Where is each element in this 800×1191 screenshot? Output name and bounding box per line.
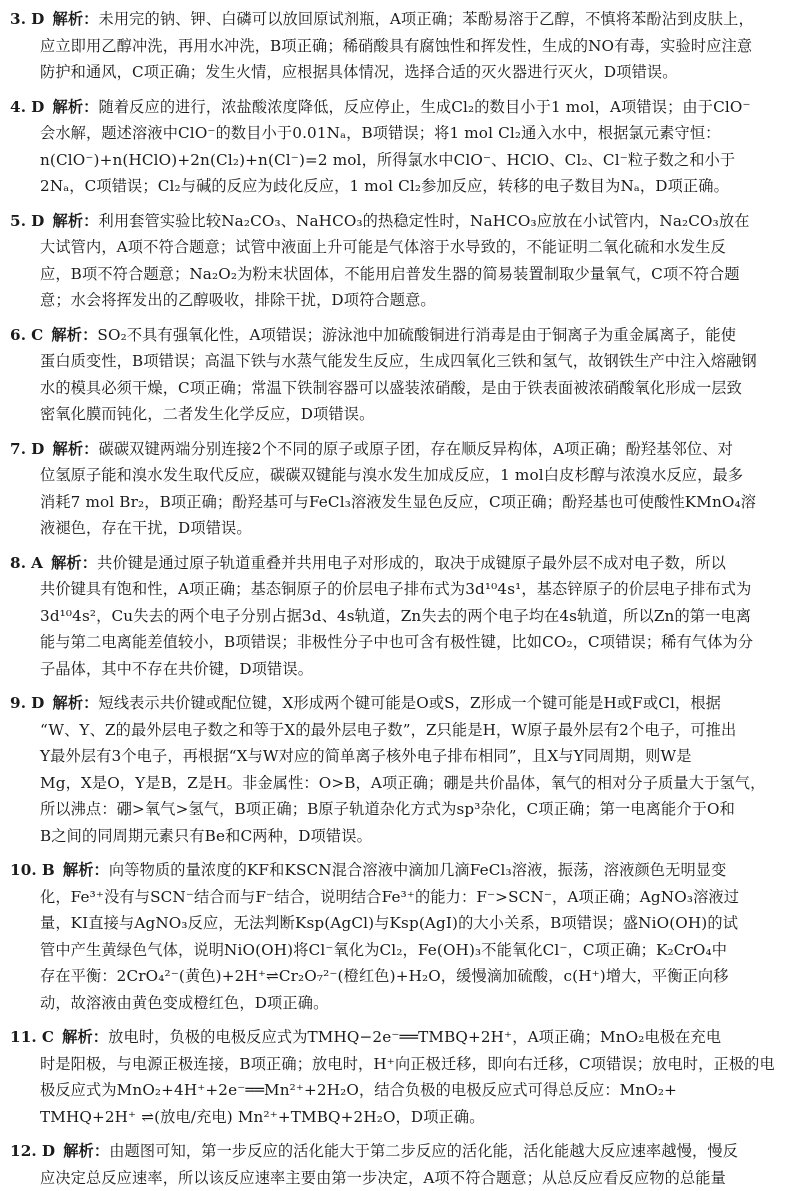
explanation-line: [10, 770, 790, 797]
question-item: [10, 436, 790, 542]
explanation-text: 防护和通风，C项正确；发生火情，应根据具体情况，选择合适的灭火器进行灭火，D项错误。: [40, 63, 678, 81]
question-first-line: [10, 322, 790, 349]
explanation-text: 密氧化膜而钝化，二者发生化学反应，D项错误。: [40, 405, 374, 423]
answer-choice: D: [31, 10, 44, 28]
question-number: 11.: [10, 1028, 37, 1046]
explanation-text: 位氢原子能和溴水发生取代反应，碳碳双键能与溴水发生加成反应，1 mol白皮杉醇与浓溴水反应，最多: [40, 466, 743, 484]
explanation-text: 共价键具有饱和性，A项正确；基态铜原子的价层电子排布式为3d¹⁰4s¹，基态锌原子的价层电子排布式为: [40, 580, 751, 598]
answer-choice: A: [31, 554, 43, 572]
explanation-text: “W、Y、Z的最外层电子数之和等于X的最外层电子数”，Z只能是H，W原子最外层有2个电子，可推出: [40, 721, 736, 739]
question-number: 10.: [10, 861, 37, 879]
explanation-line: [10, 120, 790, 147]
explanation-text: 2Nₐ，C项错误；Cl₂与碱的反应为歧化反应，1 mol Cl₂参加反应，转移的电子数目为Nₐ，D项正确。: [40, 177, 729, 195]
explanation-line: [10, 401, 790, 428]
explanation-line: [10, 823, 790, 850]
question-number: 6.: [10, 326, 26, 344]
explanation-text: 放电时，负极的电极反应式为TMHQ−2e⁻══TMBQ+2H⁺，A项正确；MnO₂电极在充电: [108, 1028, 721, 1046]
question-item: [10, 1024, 790, 1130]
explanation-text: 应立即用乙醇冲洗，再用水冲洗，B项正确；稀硝酸具有腐蚀性和挥发性，生成的NO有毒，实验时应注意: [40, 37, 752, 55]
explanation-line: [10, 1051, 790, 1078]
question-item: [10, 857, 790, 1016]
explanation-text: 共价键是通过原子轨道重叠并共用电子对形成的，取决于成键原子最外层不成对电子数，所以: [97, 554, 726, 572]
explanation-text: 时是阳极，与电源正极连接，B项正确；放电时，H⁺向正极迁移，即向右迁移，C项错误；放电时，正极的电: [40, 1055, 775, 1073]
explanation-line: [10, 234, 790, 261]
explanation-line: [10, 656, 790, 683]
analysis-tag: 解析：: [51, 326, 97, 344]
question-number: 5.: [10, 212, 26, 230]
analysis-tag: 解析：: [63, 1142, 109, 1160]
answer-choice: B: [42, 861, 55, 879]
explanation-text: 未用完的钠、钾、白磷可以放回原试剂瓶，A项正确；苯酚易溶于乙醇，不慎将苯酚沾到皮肤上，: [99, 10, 754, 28]
question-first-line: [10, 208, 790, 235]
explanation-line: [10, 261, 790, 288]
question-item: [10, 322, 790, 428]
explanation-line: [10, 963, 790, 990]
explanation-text: 液褪色，存在干扰，D项错误。: [40, 519, 252, 537]
explanation-line: [10, 629, 790, 656]
question-number: 3.: [10, 10, 26, 28]
explanation-line: [10, 1165, 790, 1191]
explanation-text: Mg，X是O，Y是B，Z是H。非金属性：O>B，A项正确；硼是共价晶体，氧气的相对分子质量大于氢气，: [40, 774, 765, 792]
explanation-text: 存在平衡：2CrO₄²⁻(黄色)+2H⁺⇌Cr₂O₇²⁻(橙红色)+H₂O，缓慢滴加硫酸，c(H⁺)增大，平衡正向移: [40, 967, 729, 985]
explanation-line: [10, 287, 790, 314]
explanation-line: [10, 937, 790, 964]
explanation-text: 碳碳双键两端分别连接2个不同的原子或原子团，存在顺反异构体，A项正确；酚羟基邻位、对: [99, 440, 733, 458]
explanation-text: 管中产生黄绿色气体，说明NiO(OH)将Cl⁻氧化为Cl₂，Fe(OH)₃不能氧化Cl⁻，C项正确；K₂CrO₄中: [40, 941, 727, 959]
explanation-text: 3d¹⁰4s²，Cu失去的两个电子分别占据3d、4s轨道，Zn失去的两个电子均在4s轨道，所以Zn的第一电离: [40, 607, 751, 625]
explanation-text: 所以沸点：硼>氧气>氢气，B项正确；B原子轨道杂化方式为sp³杂化，C项正确；第一电离能介于O和: [40, 800, 735, 818]
answer-choice: D: [31, 440, 44, 458]
explanation-line: [10, 990, 790, 1017]
question-first-line: [10, 1138, 790, 1165]
explanation-text: 短线表示共价键或配位键，X形成两个键可能是O或S，Z形成一个键可能是H或F或Cl，根据: [99, 694, 722, 712]
explanation-line: [10, 1104, 790, 1131]
explanation-line: [10, 489, 790, 516]
explanation-line: [10, 515, 790, 542]
answer-choice: C: [42, 1028, 54, 1046]
question-number: 8.: [10, 554, 26, 572]
answer-choice: C: [31, 326, 43, 344]
explanation-text: 化，Fe³⁺没有与SCN⁻结合而与F⁻结合，说明结合Fe³⁺的能力：F⁻>SCN⁻，A项正确；AgNO₃溶液过: [40, 888, 739, 906]
question-number: 7.: [10, 440, 26, 458]
question-first-line: [10, 857, 790, 884]
explanation-text: 利用套管实验比较Na₂CO₃、NaHCO₃的热稳定性时，NaHCO₃应放在小试管内，Na₂CO₃放在: [99, 212, 750, 230]
explanation-text: 意；水会将挥发出的乙醇吸收，排除干扰，D项符合题意。: [40, 291, 436, 309]
explanation-text: 随着反应的进行，浓盐酸浓度降低，反应停止，生成Cl₂的数目小于1 mol，A项错误；由于ClO⁻: [99, 98, 751, 116]
explanation-text: 消耗7 mol Br₂，B项正确；酚羟基可与FeCl₃溶液发生显色反应，C项正确；酚羟基也可使酸性KMnO₄溶: [40, 493, 756, 511]
explanation-text: 动，故溶液由黄色变成橙红色，D项正确。: [40, 994, 328, 1012]
explanation-text: 应，B项不符合题意；Na₂O₂为粉末状固体，不能用启普发生器的简易装置制取少量氧气，C项不符合题: [40, 265, 740, 283]
analysis-tag: 解析：: [52, 98, 98, 116]
analysis-tag: 解析：: [52, 10, 98, 28]
explanation-line: [10, 910, 790, 937]
explanation-text: 能与第二电离能差值较小，B项错误；非极性分子中也可含有极性键，比如CO₂，C项错误；稀有气体为分: [40, 633, 753, 651]
explanation-line: [10, 348, 790, 375]
question-item: [10, 1138, 790, 1191]
explanation-line: [10, 33, 790, 60]
analysis-tag: 解析：: [63, 861, 109, 879]
explanation-line: [10, 59, 790, 86]
explanation-line: [10, 173, 790, 200]
question-number: 9.: [10, 694, 26, 712]
analysis-tag: 解析：: [62, 1028, 108, 1046]
question-item: [10, 550, 790, 683]
explanation-text: SO₂不具有强氧化性，A项错误；游泳池中加硫酸铜进行消毒是由于铜离子为重金属离子，能使: [97, 326, 736, 344]
explanation-text: TMHQ+2H⁺ ⇌(放电/充电) Mn²⁺+TMBQ+2H₂O，D项正确。: [40, 1108, 485, 1126]
explanation-text: 向等物质的量浓度的KF和KSCN混合溶液中滴加几滴FeCl₃溶液，振荡，溶液颜色无明显变: [109, 861, 727, 879]
analysis-tag: 解析：: [52, 694, 98, 712]
analysis-tag: 解析：: [51, 554, 97, 572]
explanation-text: 量，KI直接与AgNO₃反应，无法判断Ksp(AgCl)与Ksp(AgI)的大小关系，B项错误；盛NiO(OH)的试: [40, 914, 738, 932]
question-first-line: [10, 436, 790, 463]
explanation-text: 极反应式为MnO₂+4H⁺+2e⁻══Mn²⁺+2H₂O，结合负极的电极反应式可得总反应：MnO₂+: [40, 1081, 677, 1099]
explanation-text: 大试管内，A项不符合题意；试管中液面上升可能是气体溶于水导致的，不能证明二氧化硫和水发生反: [40, 238, 726, 256]
explanation-line: [10, 796, 790, 823]
explanation-line: [10, 462, 790, 489]
answer-choice: D: [31, 212, 44, 230]
answer-choice: D: [31, 98, 44, 116]
question-number: 12.: [10, 1142, 37, 1160]
analysis-tag: 解析：: [52, 440, 98, 458]
explanation-text: 水的模具必须干燥，C项正确；常温下铁制容器可以盛装浓硝酸，是由于铁表面被浓硝酸氧化形成一层致: [40, 379, 742, 397]
question-item: [10, 208, 790, 314]
explanation-text: 会水解，题述溶液中ClO⁻的数目小于0.01Nₐ，B项错误；将1 mol Cl₂通入水中，根据氯元素守恒：: [40, 124, 721, 142]
answer-choice: D: [42, 1142, 55, 1160]
explanation-text: n(ClO⁻)+n(HClO)+2n(Cl₂)+n(Cl⁻)=2 mol，所得氯水中ClO⁻、HClO、Cl₂、Cl⁻粒子数之和小于: [40, 151, 735, 169]
explanation-text: B之间的同周期元素只有Be和C两种，D项错误。: [40, 827, 372, 845]
explanation-line: [10, 375, 790, 402]
question-first-line: [10, 550, 790, 577]
analysis-tag: 解析：: [52, 212, 98, 230]
question-first-line: [10, 1024, 790, 1051]
question-item: [10, 94, 790, 200]
answer-choice: D: [31, 694, 44, 712]
question-number: 4.: [10, 98, 26, 116]
explanation-line: [10, 1077, 790, 1104]
question-item: [10, 690, 790, 849]
explanation-text: 应决定总反应速率，所以该反应速率主要由第一步决定，A项不符合题意；从总反应看反应物的总能量: [40, 1169, 726, 1187]
explanation-text: 子晶体，其中不存在共价键，D项错误。: [40, 660, 313, 678]
explanation-text: 蛋白质变性，B项错误；高温下铁与水蒸气能发生反应，生成四氧化三铁和氢气，故钢铁生产中注入熔融钢: [40, 352, 757, 370]
explanation-line: [10, 576, 790, 603]
explanation-text: 由题图可知，第一步反应的活化能大于第二步反应的活化能，活化能越大反应速率越慢，慢反: [109, 1142, 738, 1160]
explanation-line: [10, 147, 790, 174]
explanation-text: Y最外层有3个电子，再根据“X与W对应的简单离子核外电子排布相同”，且X与Y同周期，则W是: [40, 747, 692, 765]
explanation-line: [10, 884, 790, 911]
question-first-line: [10, 94, 790, 121]
question-item: [10, 6, 790, 86]
explanation-line: [10, 717, 790, 744]
explanation-line: [10, 603, 790, 630]
question-first-line: [10, 6, 790, 33]
question-first-line: [10, 690, 790, 717]
explanation-line: [10, 743, 790, 770]
